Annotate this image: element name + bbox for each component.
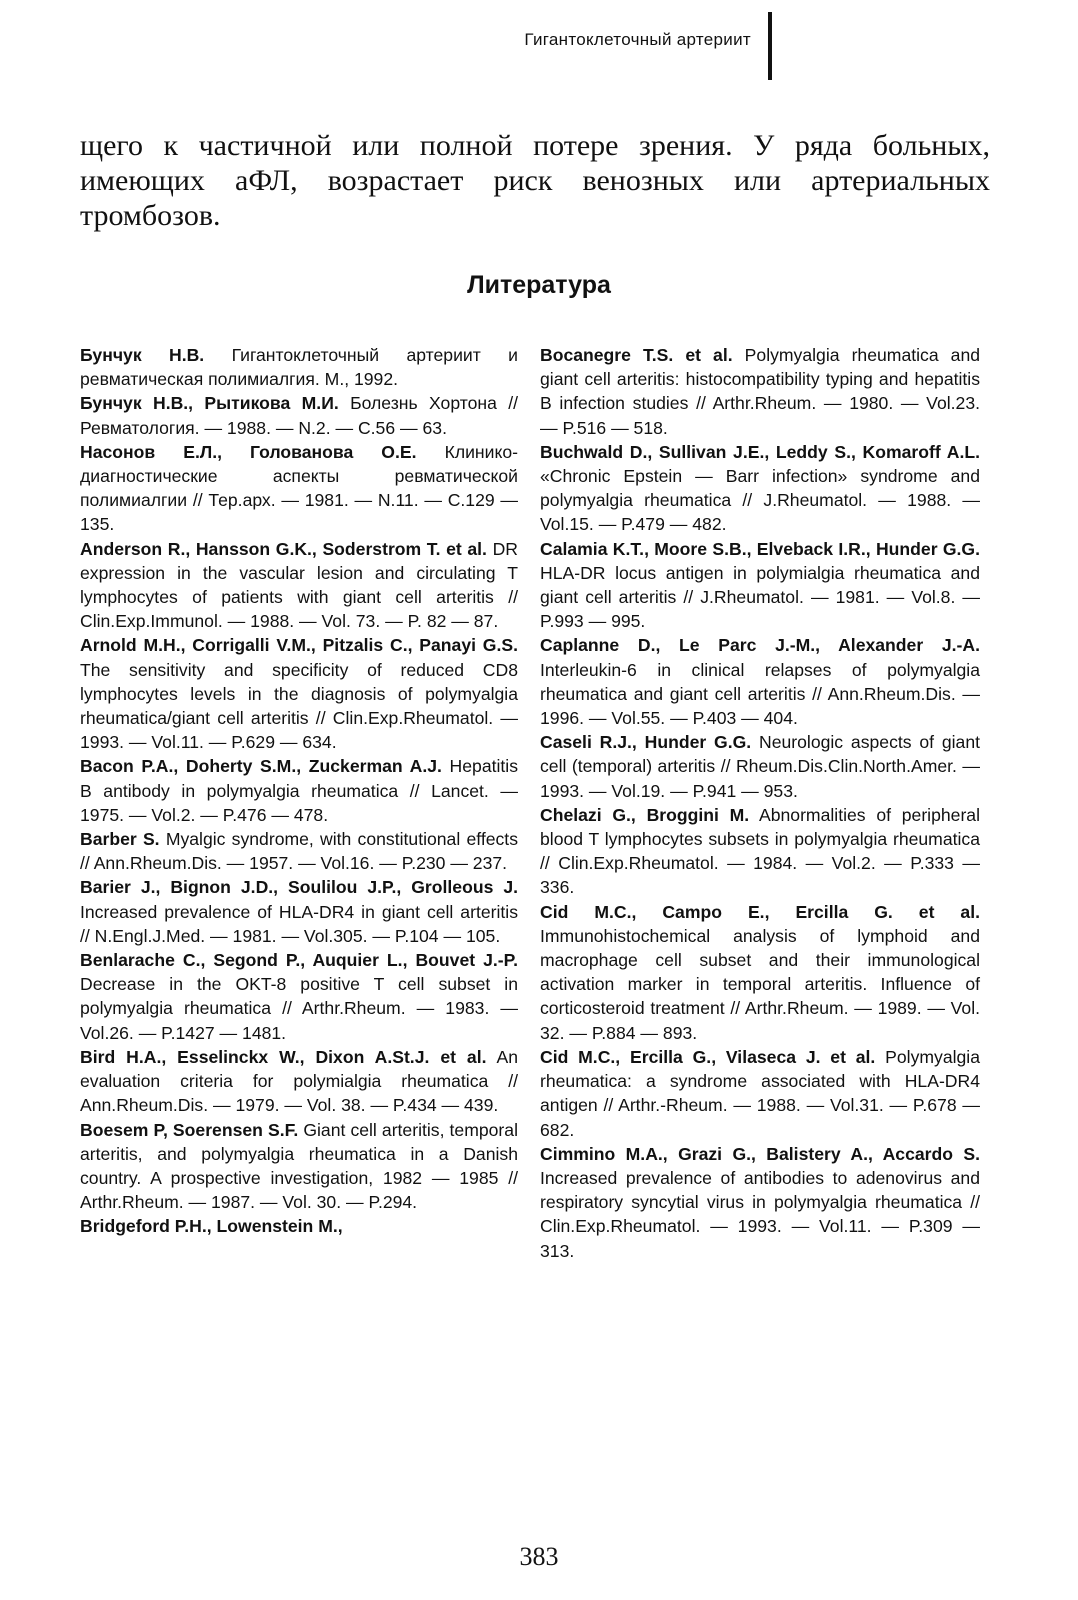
reference-authors: Бунчук Н.В. (80, 345, 205, 365)
reference-text: «Chronic Epstein — Barr infection» syndrome and polymyalgia rheumatica // J.Rheumatol. — 1988. — Vol.15. — P.479 — 482. (540, 466, 980, 535)
reference-item (80, 1118, 518, 1215)
reference-item (80, 1214, 518, 1238)
reference-text: Polymyalgia rheumatica and giant cell arteritis: histocompatibility typing and hepatitis B infection studies // Arthr.Rheum. — 1980. — Vol.23. — P.516 — 518. (540, 345, 981, 438)
reference-item (80, 633, 518, 754)
reference-text: Neurologic aspects of giant cell (temporal) arteritis // Rheum.Dis.Clin.North.Amer. — 1993. — Vol.19. — P.941 — 953. (540, 732, 981, 801)
header-rule (768, 12, 772, 80)
reference-authors: Benlarache C., Segond P., Auquier L., Bouvet J.-P. (80, 950, 518, 971)
reference-item (540, 440, 980, 537)
reference-text: Interleukin-6 in clinical relapses of polymyalgia rheumatica and giant cell arteritis // Ann.Rheum.Dis. — 1996. — Vol.55. — P.403 — 404. (540, 659, 980, 729)
references-right-column (540, 343, 980, 1263)
reference-item (80, 391, 518, 439)
reference-text: Myalgic syndrome, with constitutional effects // Ann.Rheum.Dis. — 1957. — Vol.16. — P.230 — 237. (80, 829, 518, 874)
reference-text: Increased prevalence of HLA-DR4 in giant cell arteritis // N.Engl.J.Med. — 1981. — Vol.305. — P.104 — 105. (80, 901, 518, 946)
reference-text: Болезнь Хортона // Ревматология. — 1988. — N.2. — С.56 — 63. (80, 393, 519, 438)
reference-text: Клинико-диагностические аспекты ревматической полимиалгии // Тер.арх. — 1981. — N.11. — С.129 — 135. (80, 441, 519, 535)
reference-text: Polymyalgia rheumatica: a syndrome associated with HLA-DR4 antigen // Arthr.-Rheum. — 1988. — Vol.31. — P.678 — 682. (540, 1046, 980, 1140)
reference-item (80, 875, 518, 948)
reference-authors: Buchwald D., Sullivan J.E., Leddy S., Komaroff A.L. (540, 441, 980, 462)
reference-text: Decrease in the OKT-8 positive T cell subset in polymyalgia rheumatica // Arthr.Rheum. — 1983. — Vol.26. — P.1427 — 1481. (80, 974, 518, 1043)
reference-text: Increased prevalence of antibodies to adenovirus and respiratory syncytial virus in polymyalgia rheumatica // Clin.Exp.Rheumatol. — 1993. — Vol.11. — P.309 — 313. (540, 1167, 980, 1261)
reference-item (80, 1045, 518, 1118)
reference-item (80, 537, 518, 634)
page-number: 383 (519, 1542, 559, 1571)
section-title: Литература (467, 271, 611, 299)
reference-text: Hepatitis B antibody in polymyalgia rheumatica // Lancet. — 1975. — Vol.2. — P.476 — 478. (80, 756, 518, 825)
reference-item (540, 633, 980, 730)
reference-authors: Cid M.C., Campo E., Ercilla G. et al. (540, 901, 980, 922)
reference-item (80, 948, 518, 1045)
reference-authors: Cimmino M.A., Grazi G., Balistery A., Accardo S. (540, 1143, 980, 1164)
references-left-column (80, 343, 518, 1239)
reference-authors: Chelazi G., Broggini M. (540, 804, 750, 825)
reference-authors: Barber S. (80, 829, 160, 850)
reference-text: Immunohistochemical analysis of lymphoid and macrophage cell subset and their immunological activation marker in temporal arteritis. Influence of corticosteroid treatment // Arthr.Rheum. — 1989. — Vol. 32. — P.884 — 893. (540, 925, 980, 1043)
reference-item (540, 1142, 980, 1263)
reference-item (80, 343, 518, 391)
reference-item (540, 803, 980, 900)
reference-authors: Barier J., Bignon J.D., Soulilou J.P., Grolleous J. (80, 877, 518, 898)
reference-authors: Bird H.A., Esselinckx W., Dixon A.St.J. et al. (80, 1046, 487, 1067)
reference-authors: Caplanne D., Le Parc J.-M., Alexander J.-A. (540, 635, 980, 656)
reference-authors: Anderson R., Hansson G.K., Soderstrom T. et al. (80, 538, 487, 559)
reference-authors: Насонов Е.Л., Голованова О.Е. (80, 441, 417, 462)
reference-authors: Bridgeford P.H., Lowenstein M., (80, 1216, 343, 1237)
reference-item (80, 754, 518, 827)
running-head: Гигантоклеточный артериит (524, 30, 751, 49)
reference-item (80, 440, 518, 537)
reference-text: Giant cell arteritis, temporal arteritis, and polymyalgia rheumatica in a Danish country. A prospective investigation, 1982 — 1985 // Arthr.Rheum. — 1987. — Vol. 30. — P.294. (80, 1119, 518, 1213)
reference-authors: Arnold M.H., Corrigalli V.M., Pitzalis C., Panayi G.S. (80, 635, 518, 656)
reference-authors: Бунчук Н.В., Рытикова М.И. (80, 393, 339, 414)
reference-item (540, 343, 980, 440)
reference-authors: Boesem P, Soerensen S.F. (80, 1119, 299, 1140)
reference-item (540, 537, 980, 634)
reference-authors: Cid M.C., Ercilla G., Vilaseca J. et al. (540, 1046, 876, 1067)
reference-text: DR expression in the vascular lesion and circulating T lymphocytes of patients with giant cell arteritis // Clin.Exp.Immunol. — 1988. — Vol. 73. — P. 82 — 87. (80, 538, 518, 632)
reference-text: Гигантоклеточный артериит и ревматическая полимиалгия. М., 1992. (80, 345, 518, 390)
reference-text: Abnormalities of peripheral blood T lymphocytes subsets in polymyalgia rheumatica // Clin.Exp.Rheumatol. — 1984. — Vol.2. — P.333 — 336. (540, 804, 980, 898)
reference-item (540, 900, 980, 1045)
reference-text: An evaluation criteria for polymialgia rheumatica // Ann.Rheum.Dis. — 1979. — Vol. 38. — P.434 — 439. (80, 1046, 518, 1116)
reference-item (540, 1045, 980, 1142)
reference-authors: Caseli R.J., Hunder G.G. (540, 732, 752, 753)
reference-authors: Calamia K.T., Moore S.B., Elveback I.R., Hunder G.G. (540, 538, 980, 559)
reference-text: The sensitivity and specificity of reduced CD8 lymphocytes levels in the diagnosis of polymyalgia rheumatica/giant cell arteritis // Clin.Exp.Rheumatol. — 1993. — Vol.11. — P.629 — 634. (80, 659, 518, 753)
reference-item (540, 730, 980, 803)
reference-authors: Bocanegre T.S. et al. (540, 345, 733, 365)
reference-authors: Bacon P.A., Doherty S.M., Zuckerman A.J. (80, 756, 442, 777)
intro-paragraph: щего к частичной или полной потере зрения. У ряда больных, имеющих аФЛ, возрастает риск венозных или артериальных тромбозов. (80, 129, 990, 232)
reference-text: HLA-DR locus antigen in polymialgia rheumatica and giant cell arteritis // J.Rheumatol. — 1981. — Vol.8. — P.993 — 995. (540, 562, 980, 632)
reference-item (80, 827, 518, 875)
